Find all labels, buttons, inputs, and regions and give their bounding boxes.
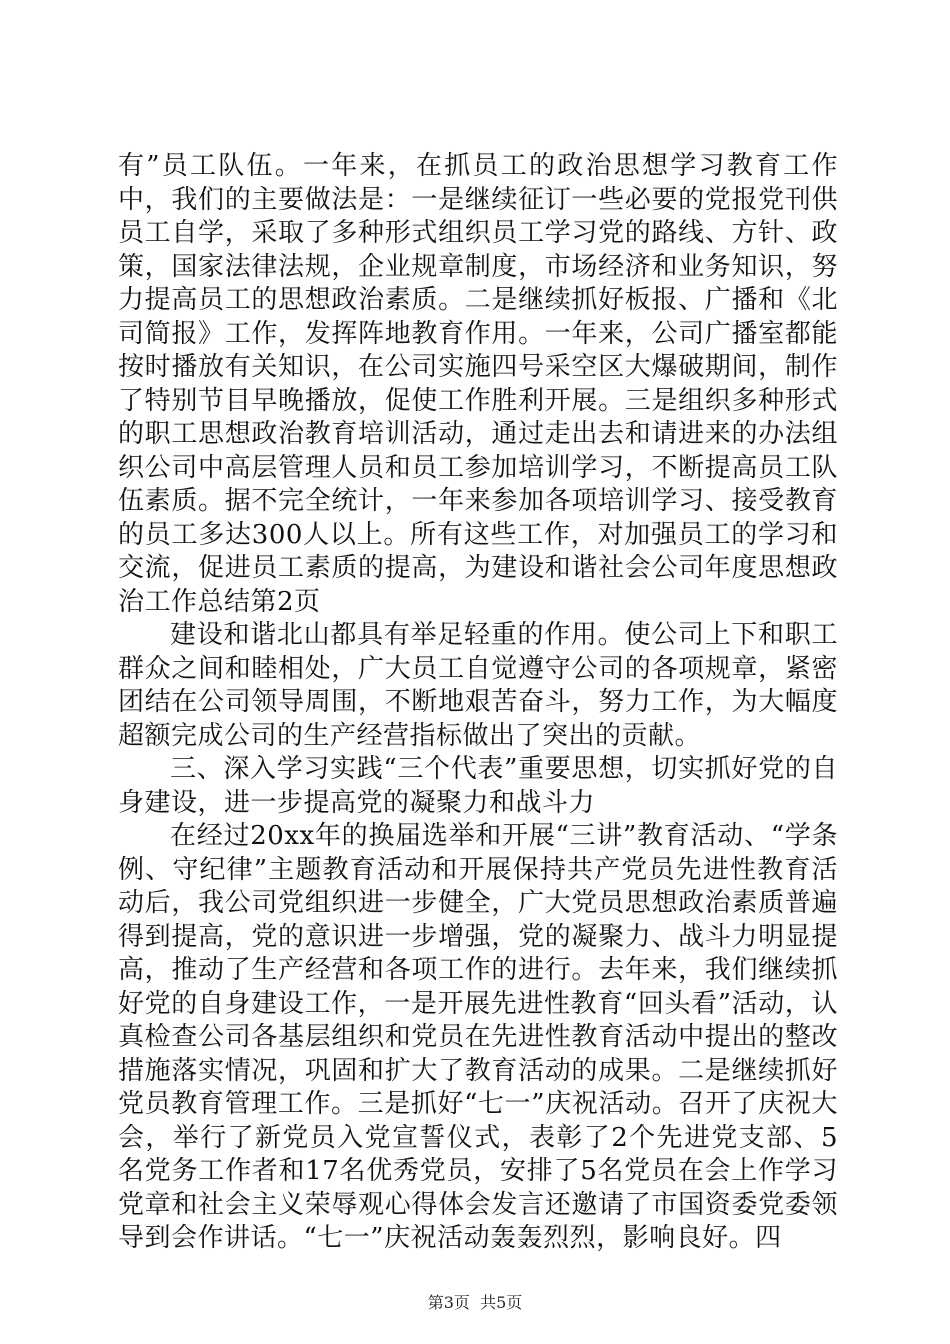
section-heading-three: 三、深入学习实践“三个代表”重要思想，切实抓好党的自身建设，进一步提高党的凝聚力和战斗力 <box>118 754 838 818</box>
paragraph-harmony: 建设和谐北山都具有举足轻重的作用。使公司上下和职工群众之间和睦相处，广大员工自觉遵守公司的各项规章，紧密团结在公司领导周围，不断地艰苦奋斗，努力工作，为大幅度超额完成公司的生产经营指标做出了突出的贡献。 <box>118 620 838 751</box>
page-footer: 第3页 共5页 <box>427 1293 523 1312</box>
document-body <box>118 150 838 1256</box>
paragraph-continuation: 有”员工队伍。一年来，在抓员工的政治思想学习教育工作中，我们的主要做法是：一是继续征订一些必要的党报党刊供员工自学，采取了多种形式组织员工学习党的路线、方针、政策，国家法律法规，企业规章制度，市场经济和业务知识，努力提高员工的思想政治素质。二是继续抓好板报、广播和《北司简报》工作，发挥阵地教育作用。一年来，公司广播室都能按时播放有关知识，在公司实施四号采空区大爆破期间，制作了特别节目早晚播放，促使工作胜利开展。三是组织多种形式的职工思想政治教育培训活动，通过走出去和请进来的办法组织公司中高层管理人员和员工参加培训学习，不断提高员工队伍素质。据不完全统计，一年来参加各项培训学习、接受教育的员工多达300人以上。所有这些工作，对加强员工的学习和交流，促进员工素质的提高，为建设和谐社会公司年度思想政治工作总结第2页 <box>118 151 838 617</box>
paragraph-party-building: 在经过20xx年的换届选举和开展“三讲”教育活动、“学条例、守纪律”主题教育活动和开展保持共产党员先进性教育活动后，我公司党组织进一步健全，广大党员思想政治素质普遍得到提高，党的意识进一步增强，党的凝聚力、战斗力明显提高，推动了生产经营和各项工作的进行。去年来，我们继续抓好党的自身建设工作，一是开展先进性教育“回头看”活动，认真检查公司各基层组织和党员在先进性教育活动中提出的整改措施落实情况，巩固和扩大了教育活动的成果。二是继续抓好党员教育管理工作。三是抓好“七一”庆祝活动。召开了庆祝大会，举行了新党员入党宣誓仪式，表彰了2个先进党支部、5名党务工作者和17名优秀党员，安排了5名党员在会上作学习党章和社会主义荣辱观心得体会发言还邀请了市国资委党委领导到会作讲话。“七一”庆祝活动轰轰烈烈，影响良好。四 <box>118 821 838 1253</box>
